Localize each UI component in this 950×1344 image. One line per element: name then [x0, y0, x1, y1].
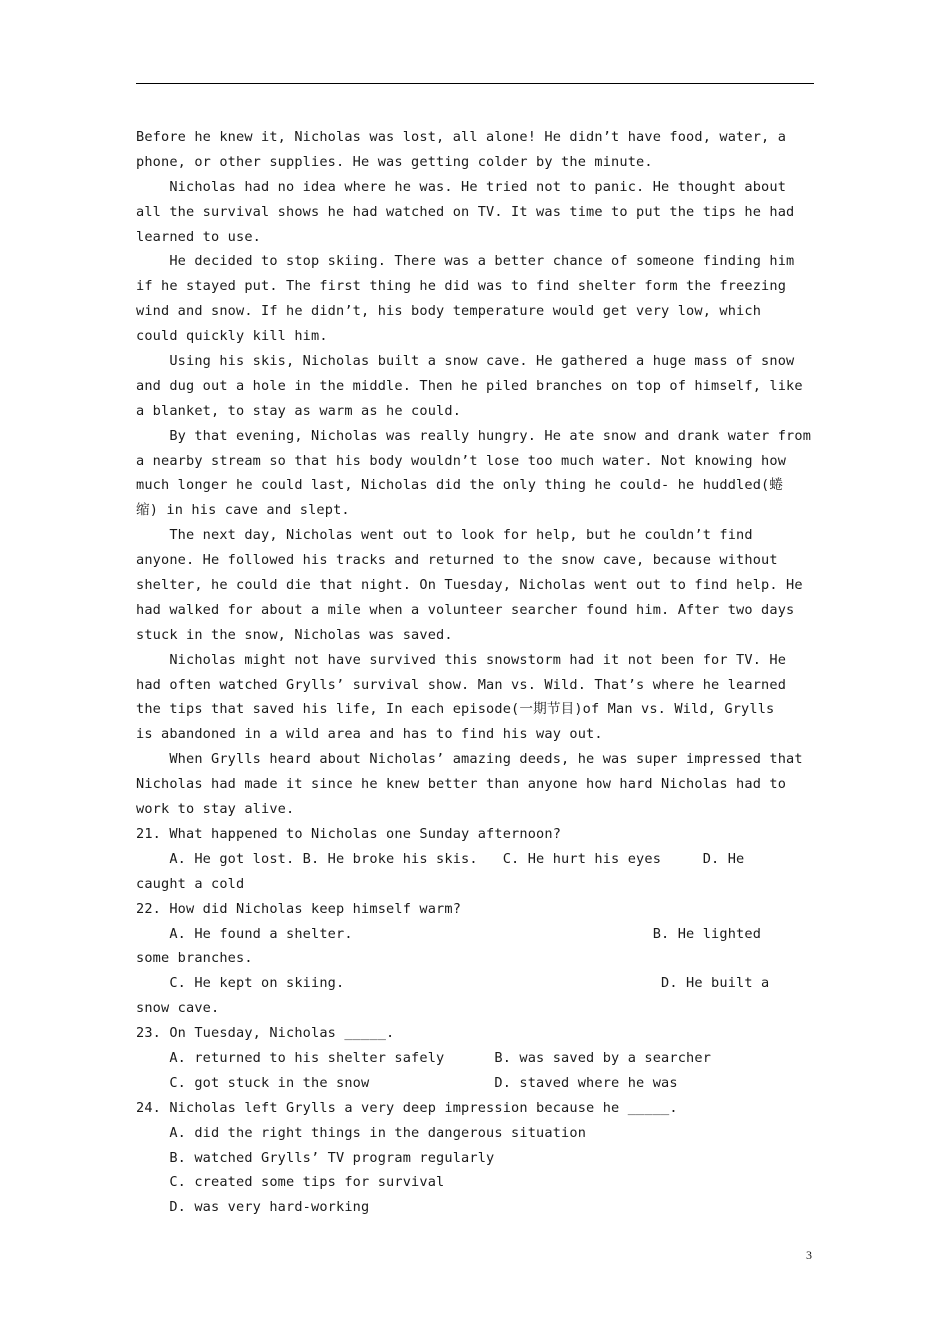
- text-line: A. He got lost. B. He broke his skis. C. He hurt his eyes D. He: [136, 850, 745, 867]
- text-line: Before he knew it, Nicholas was lost, all alone! He didn’t have food, water, a: [136, 129, 787, 145]
- text-line: Nicholas had made it since he knew better than anyone how hard Nicholas had to: [136, 776, 787, 793]
- text-line: When Grylls heard about Nicholas’ amazing deeds, he was super impressed that: [136, 751, 803, 768]
- text-line: some branches.: [136, 950, 253, 967]
- text-line: 23. On Tuesday, Nicholas _____.: [136, 1025, 395, 1042]
- text-line: Nicholas might not have survived this snowstorm had it not been for TV. He: [136, 651, 787, 668]
- text-line: Using his skis, Nicholas built a snow cave. He gathered a huge mass of snow: [136, 353, 795, 370]
- text-line: A. did the right things in the dangerous situation: [136, 1124, 587, 1141]
- text-line: 22. How did Nicholas keep himself warm?: [136, 900, 462, 917]
- text-line: shelter, he could die that night. On Tuesday, Nicholas went out to find help. He: [136, 577, 803, 594]
- text-line: 24. Nicholas left Grylls a very deep impression because he _____.: [136, 1099, 678, 1116]
- text-line: much longer he could last, Nicholas did the only thing he could- he huddled(蜷: [136, 477, 784, 494]
- header-rule: [136, 83, 814, 84]
- text-line: D. was very hard-working: [136, 1199, 370, 1216]
- text-line: the tips that saved his life, In each episode(一期节目)of Man vs. Wild, Grylls: [136, 701, 775, 718]
- text-line: learned to use.: [136, 228, 262, 245]
- text-line: C. He kept on skiing. D. He built a: [136, 975, 770, 992]
- text-line: if he stayed put. The first thing he did was to find shelter form the freezing: [136, 278, 787, 295]
- text-line: 21. What happened to Nicholas one Sunday afternoon?: [136, 825, 562, 842]
- page-number: 3: [806, 1248, 812, 1262]
- text-line: had walked for about a mile when a volunteer searcher found him. After two days: [136, 601, 795, 618]
- text-line: a nearby stream so that his body wouldn’t lose too much water. Not knowing how: [136, 452, 787, 469]
- text-line: C. created some tips for survival: [136, 1174, 445, 1191]
- text-line: A. returned to his shelter safely B. was saved by a searcher: [136, 1049, 712, 1066]
- text-line: stuck in the snow, Nicholas was saved.: [136, 626, 453, 643]
- text-line: B. watched Grylls’ TV program regularly: [136, 1149, 495, 1166]
- text-line: 缩) in his cave and slept.: [136, 502, 350, 519]
- text-line: C. got stuck in the snow D. staved where he was: [136, 1074, 678, 1091]
- text-line: anyone. He followed his tracks and returned to the snow cave, because without: [136, 552, 778, 569]
- text-line: The next day, Nicholas went out to look for help, but he couldn’t find: [136, 527, 753, 544]
- text-line: all the survival shows he had watched on TV. It was time to put the tips he had: [136, 203, 795, 220]
- text-line: had often watched Grylls’ survival show. Man vs. Wild. That’s where he learned: [136, 676, 787, 693]
- text-line: work to stay alive.: [136, 801, 295, 818]
- text-line: He decided to stop skiing. There was a better chance of someone finding him: [136, 253, 795, 270]
- text-line: a blanket, to stay as warm as he could.: [136, 402, 462, 419]
- text-line: is abandoned in a wild area and has to find his way out.: [136, 726, 603, 743]
- text-line: caught a cold: [136, 875, 245, 892]
- document-body: [136, 125, 826, 1220]
- text-line: snow cave.: [136, 1000, 220, 1017]
- text-line: By that evening, Nicholas was really hungry. He ate snow and drank water from: [136, 427, 812, 444]
- text-line: Nicholas had no idea where he was. He tried not to panic. He thought about: [136, 178, 787, 195]
- text-line: wind and snow. If he didn’t, his body temperature would get very low, which: [136, 303, 762, 320]
- text-line: could quickly kill him.: [136, 328, 328, 345]
- text-line: and dug out a hole in the middle. Then he piled branches on top of himself, like: [136, 377, 803, 394]
- text-line: phone, or other supplies. He was getting colder by the minute.: [136, 153, 653, 170]
- text-line: A. He found a shelter. B. He lighted: [136, 925, 762, 942]
